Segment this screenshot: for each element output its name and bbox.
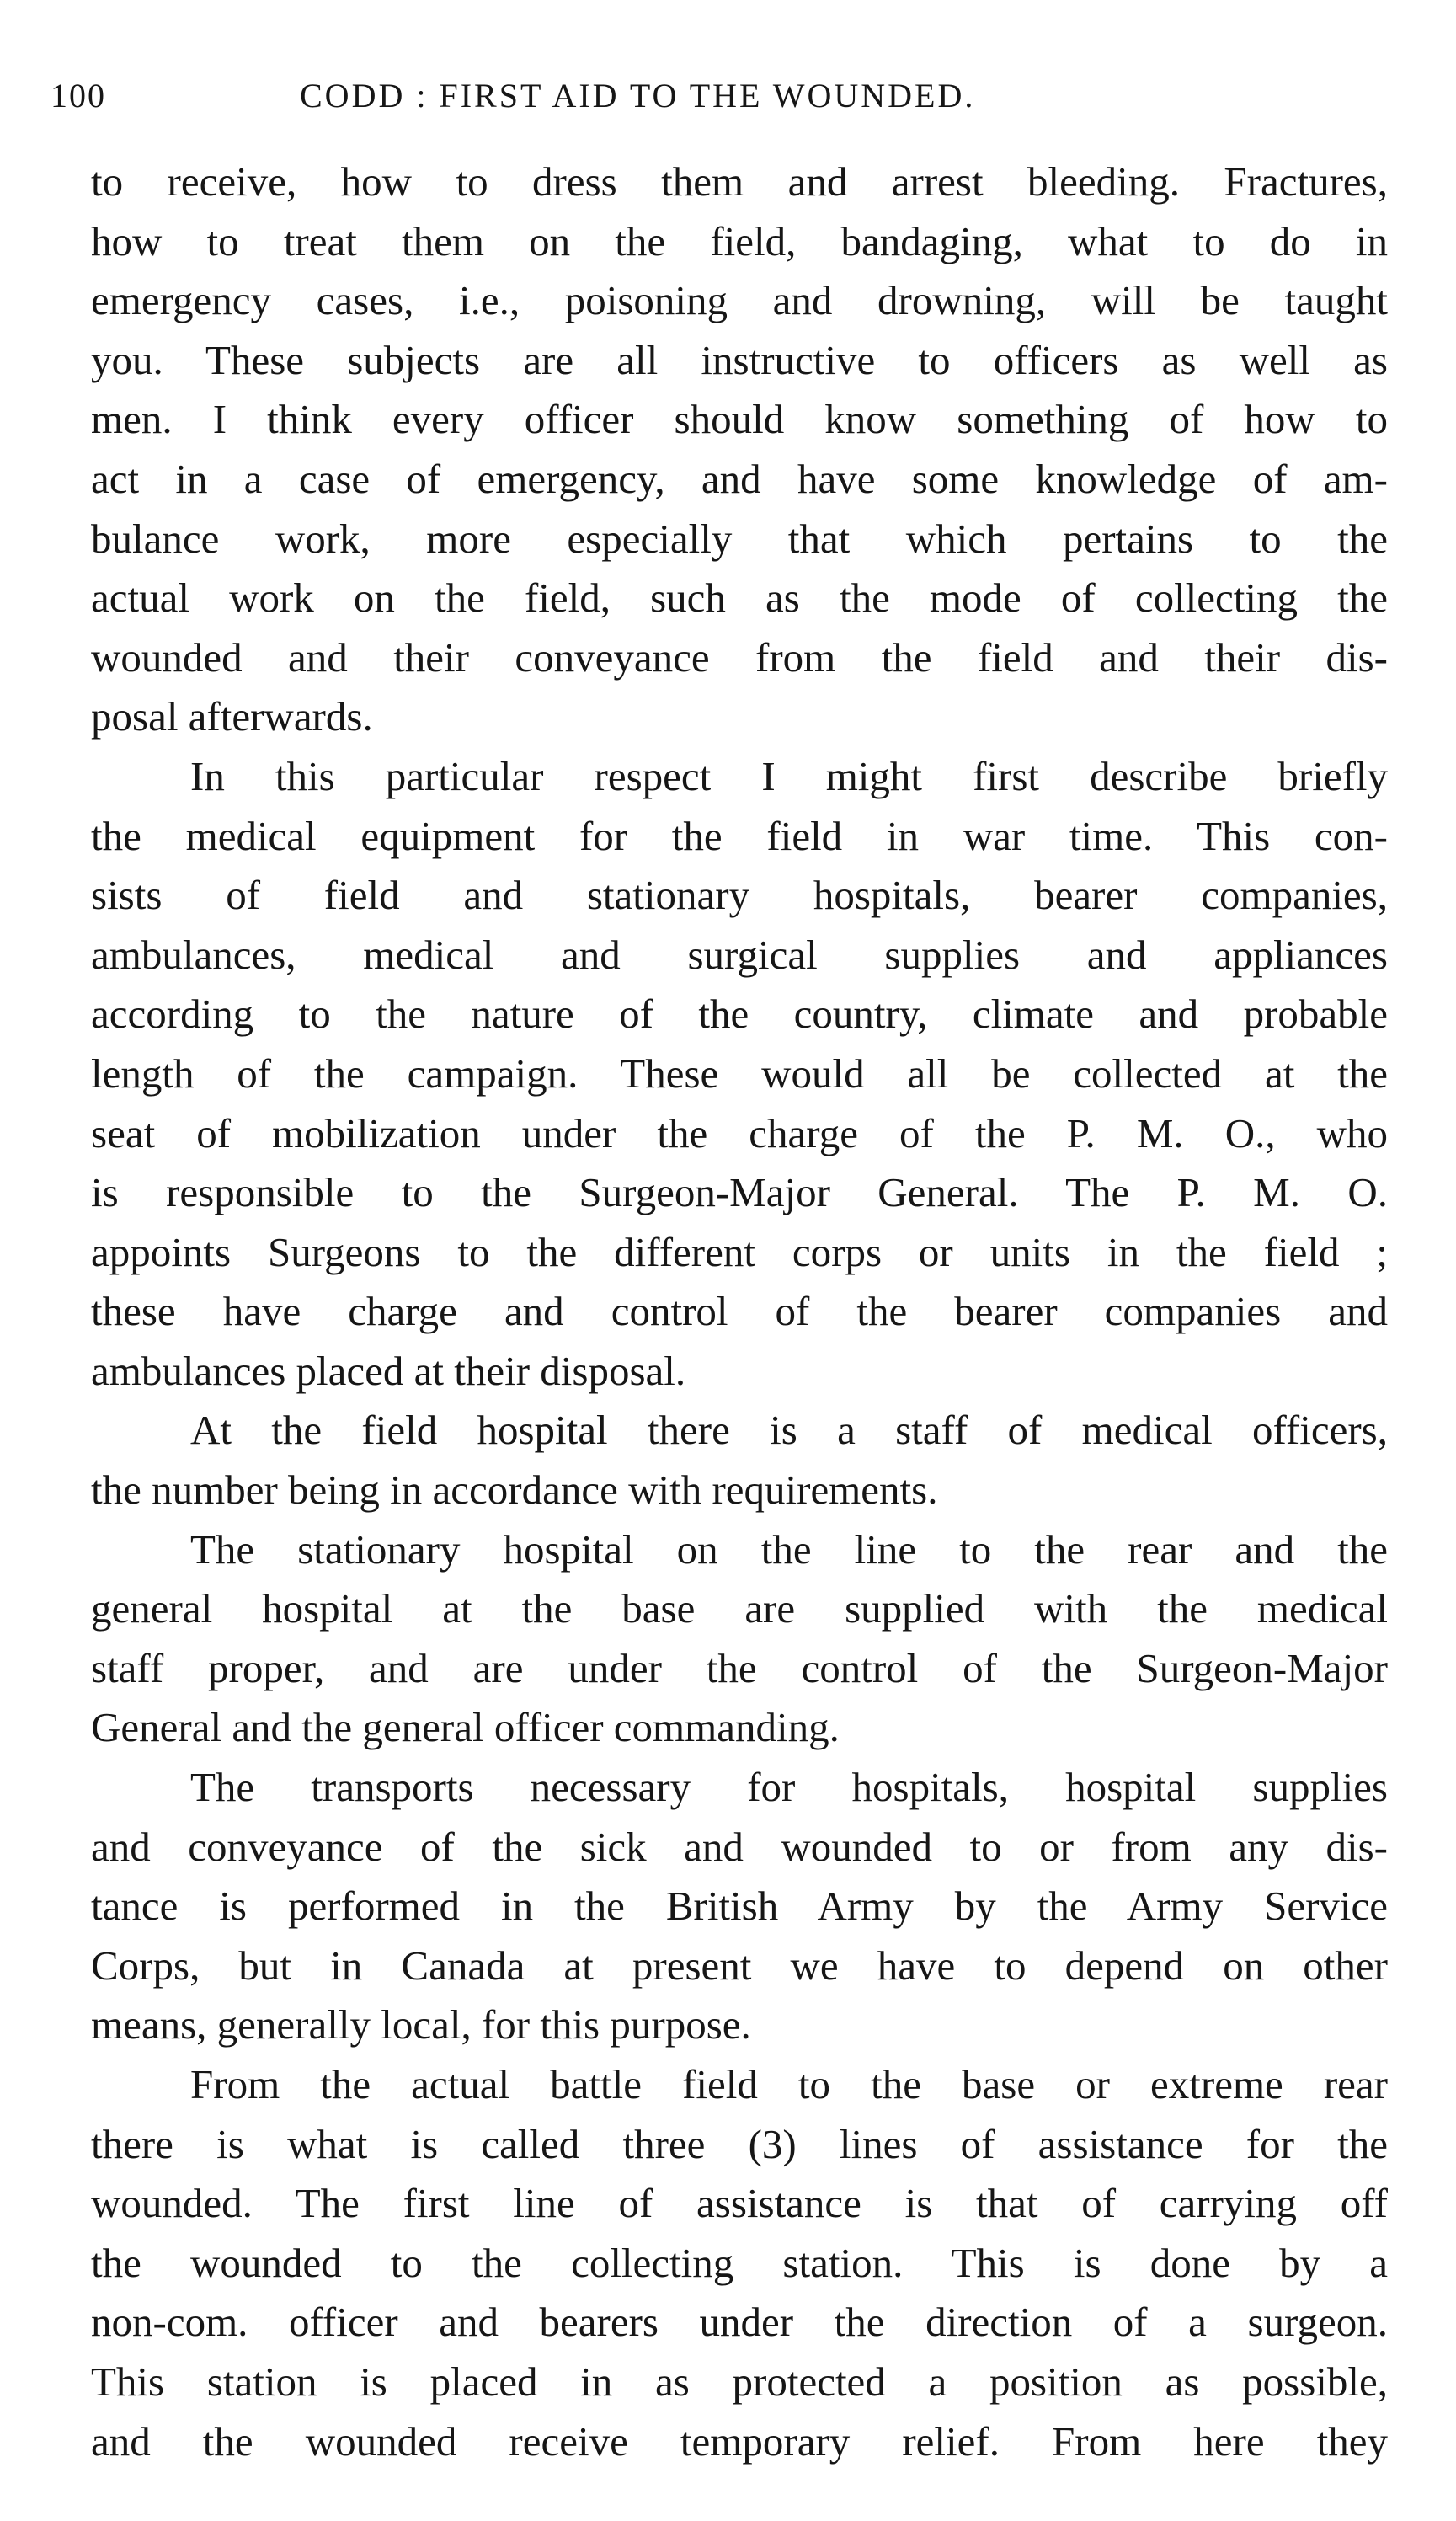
text-line: the number being in accordance with requirements.	[91, 1466, 938, 1514]
text-line: there is what is called three (3) lines of assistance for the	[91, 2120, 1388, 2167]
text-line: act in a case of emergency, and have some knowledge of am-	[91, 455, 1388, 502]
text-line: appoints Surgeons to the different corps or units in the field ;	[91, 1228, 1388, 1275]
text-line: bulance work, more especially that which pertains to the	[91, 515, 1388, 562]
text-line: men. I think every officer should know something of how to	[91, 396, 1388, 443]
text-line: non-com. officer and bearers under the direction of a surgeon.	[91, 2299, 1388, 2346]
text-line: From the actual battle field to the base or extreme rear	[190, 2061, 1388, 2107]
text-line: and the wounded receive temporary relief. From here they	[91, 2417, 1388, 2465]
text-line: At the field hospital there is a staff of medical officers,	[190, 1407, 1388, 1454]
text-line: means, generally local, for this purpose.	[91, 2001, 751, 2048]
text-line: sists of field and stationary hospitals, bearer companies,	[91, 872, 1388, 919]
text-line: to receive, how to dress them and arrest bleeding. Fractures,	[91, 158, 1388, 205]
text-line: length of the campaign. These would all be collected at the	[91, 1050, 1388, 1097]
text-line: wounded and their conveyance from the field and their dis-	[91, 633, 1388, 681]
text-line: the medical equipment for the field in war time. This con-	[91, 812, 1388, 859]
text-line: actual work on the field, such as the mode of collecting the	[91, 574, 1388, 622]
text-line: tance is performed in the British Army by the Army Service	[91, 1883, 1388, 1930]
page-number: 100	[51, 77, 106, 115]
running-head-title: CODD : FIRST AID TO THE WOUNDED.	[300, 77, 976, 115]
text-line: ambulances, medical and surgical supplies and appliances	[91, 931, 1388, 978]
running-head	[51, 71, 1415, 121]
text-line: wounded. The first line of assistance is that of carrying off	[91, 2180, 1388, 2227]
text-line: This station is placed in as protected a position as possible,	[91, 2358, 1388, 2405]
text-line: emergency cases, i.e., poisoning and drowning, will be taught	[91, 277, 1388, 324]
text-line: posal afterwards.	[91, 693, 373, 740]
text-line: The transports necessary for hospitals, hospital supplies	[190, 1764, 1388, 1811]
text-line: according to the nature of the country, climate and probable	[91, 991, 1388, 1038]
text-line: staff proper, and are under the control of the Surgeon-Major	[91, 1644, 1388, 1691]
text-line: seat of mobilization under the charge of the P. M. O., who	[91, 1109, 1388, 1156]
text-line: you. These subjects are all instructive to officers as well as	[91, 336, 1388, 383]
body-text	[91, 152, 1388, 2471]
text-line: General and the general officer commanding.	[91, 1704, 840, 1751]
text-line: In this particular respect I might first describe briefly	[190, 752, 1388, 799]
text-line: ambulances placed at their disposal.	[91, 1347, 686, 1394]
text-line: Corps, but in Canada at present we have to depend on other	[91, 1941, 1388, 1989]
text-line: these have charge and control of the bearer companies and	[91, 1288, 1388, 1335]
text-line: general hospital at the base are supplied with the medical	[91, 1585, 1388, 1632]
text-line: how to treat them on the field, bandaging, what to do in	[91, 217, 1388, 264]
text-line: The stationary hospital on the line to the rear and the	[190, 1525, 1388, 1573]
text-line: the wounded to the collecting station. This is done by a	[91, 2239, 1388, 2286]
text-line: and conveyance of the sick and wounded to or from any dis-	[91, 1823, 1388, 1870]
text-line: is responsible to the Surgeon-Major General. The P. M. O.	[91, 1169, 1388, 1216]
